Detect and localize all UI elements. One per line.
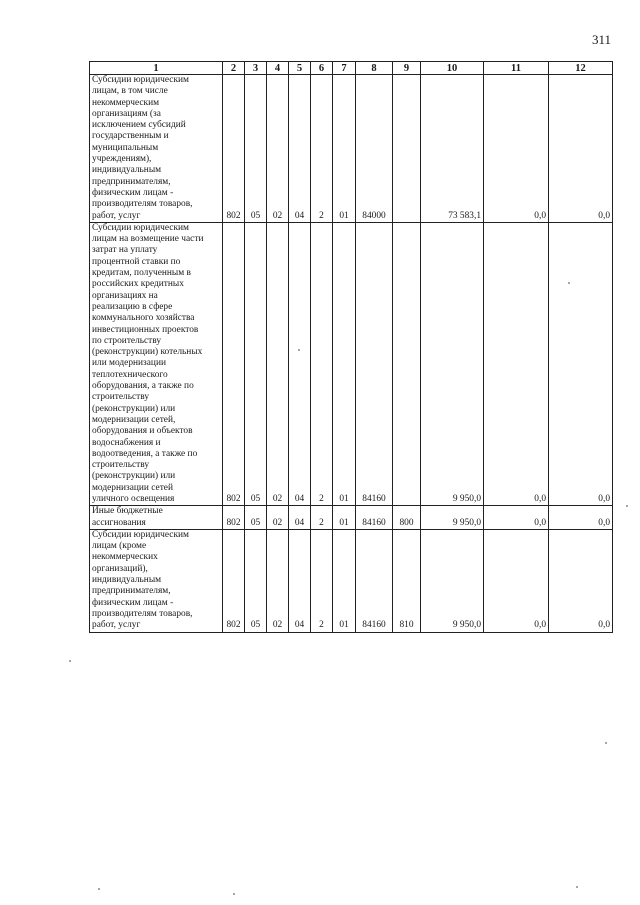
cell-ved: 802: [223, 75, 245, 223]
cell-amount-3: 0,0: [549, 529, 613, 632]
scan-speck: [298, 349, 300, 351]
cell-ved: 802: [223, 529, 245, 632]
cell-expense-type: 800: [393, 506, 421, 530]
cell-program: 04: [289, 222, 311, 505]
scan-speck: [568, 282, 570, 284]
cell-amount-1: 9 950,0: [421, 506, 484, 530]
scan-speck: [626, 505, 628, 507]
page-number: 311: [592, 32, 612, 47]
col-header: 6: [311, 62, 333, 75]
col-header: 7: [333, 62, 356, 75]
cell-main-event: 01: [333, 222, 356, 505]
cell-ved: 802: [223, 506, 245, 530]
cell-subprogram: 2: [311, 506, 333, 530]
cell-amount-2: 0,0: [484, 75, 549, 223]
cell-direction: 84160: [356, 222, 393, 505]
cell-amount-2: 0,0: [484, 529, 549, 632]
budget-table: [89, 61, 613, 633]
cell-amount-3: 0,0: [549, 222, 613, 505]
cell-subprogram: 2: [311, 75, 333, 223]
row-name: Иные бюджетные ассигнования: [90, 506, 223, 530]
cell-expense-type: 810: [393, 529, 421, 632]
table-row: [90, 222, 613, 505]
scan-speck: [576, 886, 578, 888]
scan-speck: [69, 660, 71, 662]
table-row: [90, 529, 613, 632]
cell-razdel: 05: [245, 529, 267, 632]
cell-amount-2: 0,0: [484, 222, 549, 505]
col-header: 1: [90, 62, 223, 75]
cell-podrazdel: 02: [267, 75, 289, 223]
cell-amount-1: 73 583,1: [421, 75, 484, 223]
cell-razdel: 05: [245, 75, 267, 223]
cell-podrazdel: 02: [267, 529, 289, 632]
cell-amount-1: 9 950,0: [421, 222, 484, 505]
table-row: [90, 506, 613, 530]
col-header: 8: [356, 62, 393, 75]
row-name: Субсидии юридическим лицам на возмещение части затрат на уплату процентной ставки по кредитам, полученным в российских кредитных организациях на реализацию в сфере коммунального хозяйства инвестиционных проектов по строительству (реконструкции) котельных или модернизации теплотехнического оборудования, а также по строительству (реконструкции) или модернизации сетей, оборудования и объектов водоснабжения и водоотведения, а также по строительству (реконструкции) или модернизации сетей уличного освещения: [90, 222, 223, 505]
col-header: 3: [245, 62, 267, 75]
col-header: 2: [223, 62, 245, 75]
scan-speck: [605, 742, 607, 744]
scan-speck: [98, 888, 100, 890]
cell-amount-2: 0,0: [484, 506, 549, 530]
cell-amount-3: 0,0: [549, 506, 613, 530]
col-header: 10: [421, 62, 484, 75]
col-header: 9: [393, 62, 421, 75]
cell-program: 04: [289, 506, 311, 530]
cell-direction: 84000: [356, 75, 393, 223]
cell-expense-type: [393, 222, 421, 505]
cell-direction: 84160: [356, 506, 393, 530]
cell-subprogram: 2: [311, 222, 333, 505]
cell-podrazdel: 02: [267, 506, 289, 530]
cell-subprogram: 2: [311, 529, 333, 632]
cell-razdel: 05: [245, 506, 267, 530]
scan-speck: [233, 893, 235, 895]
header-row: [90, 62, 613, 75]
col-header: 12: [549, 62, 613, 75]
cell-main-event: 01: [333, 75, 356, 223]
col-header: 4: [267, 62, 289, 75]
row-name: Субсидии юридическим лицам (кроме некоммерческих организаций), индивидуальным предпринимателям, физическим лицам - производителям товаров, работ, услуг: [90, 529, 223, 632]
cell-program: 04: [289, 529, 311, 632]
cell-ved: 802: [223, 222, 245, 505]
cell-main-event: 01: [333, 529, 356, 632]
cell-amount-3: 0,0: [549, 75, 613, 223]
col-header: 11: [484, 62, 549, 75]
cell-podrazdel: 02: [267, 222, 289, 505]
cell-amount-1: 9 950,0: [421, 529, 484, 632]
cell-program: 04: [289, 75, 311, 223]
cell-razdel: 05: [245, 222, 267, 505]
cell-main-event: 01: [333, 506, 356, 530]
cell-direction: 84160: [356, 529, 393, 632]
row-name: Субсидии юридическим лицам, в том числе некоммерческим организациям (за исключением субсидий государственным и муниципальным учреждениям), индивидуальным предпринимателям, физическим лицам - производителям товаров, работ, услуг: [90, 75, 223, 223]
col-header: 5: [289, 62, 311, 75]
table-row: [90, 75, 613, 223]
cell-expense-type: [393, 75, 421, 223]
